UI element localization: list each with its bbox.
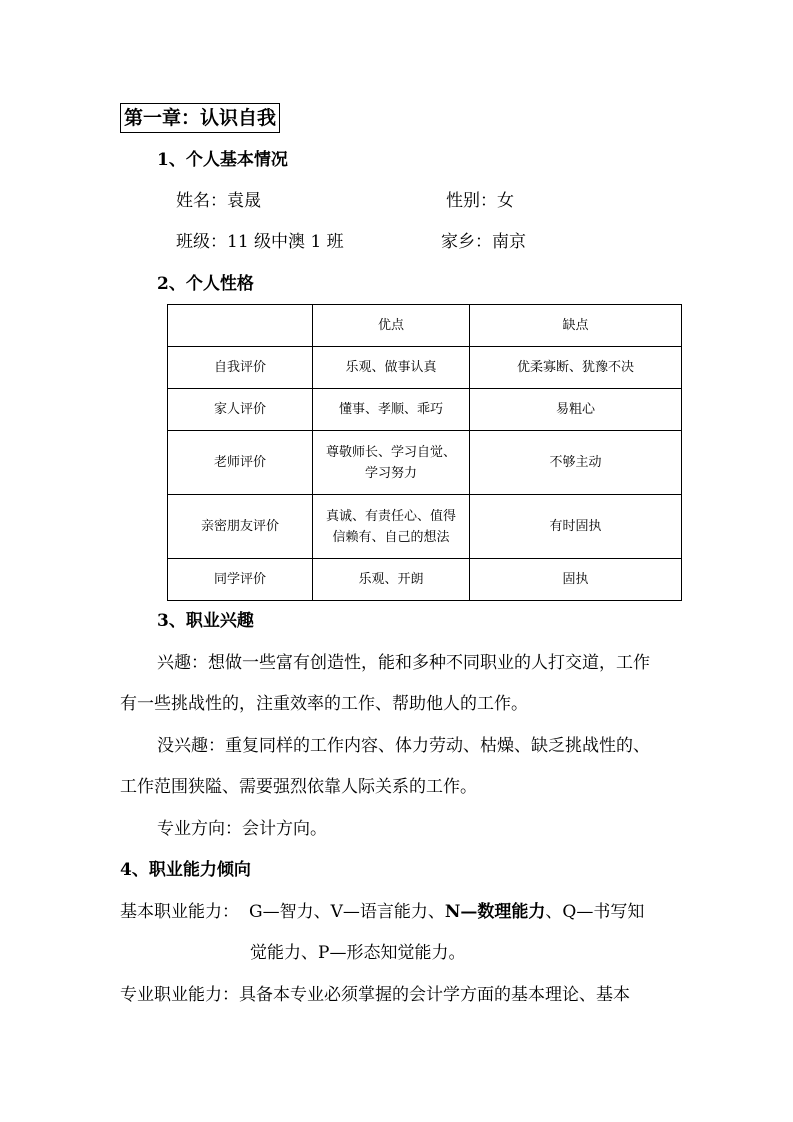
basic-ability-line-2: 觉能力、P—形态知觉能力。 [250, 943, 466, 963]
table-cell: 真诚、有责任心、值得信赖有、自己的想法 [313, 495, 470, 559]
section1-heading: 1、个人基本情况 [157, 150, 288, 170]
gender-value: 女 [497, 191, 514, 211]
table-header-row [168, 305, 682, 347]
basic-ability-part2: 、Q—书写知 [545, 902, 645, 922]
table-row [168, 347, 682, 389]
table-cell: 懂事、孝顺、乖巧 [313, 389, 470, 431]
table-cell: 自我评价 [168, 347, 313, 389]
table-header-cell: 缺点 [470, 305, 682, 347]
gender-label: 性别： [446, 191, 497, 211]
class-value: 11 级中澳 1 班 [227, 232, 344, 252]
table-cell: 固执 [470, 559, 682, 601]
hometown-value: 南京 [492, 232, 526, 252]
basic-ability-part1: G—智力、V—语言能力、 [249, 902, 445, 922]
personality-table [167, 304, 682, 601]
class-row [176, 230, 344, 254]
hometown-label: 家乡： [441, 232, 492, 252]
major-direction: 专业方向：会计方向。 [157, 819, 327, 839]
table-row [168, 431, 682, 495]
table-cell: 亲密朋友评价 [168, 495, 313, 559]
basic-ability-line-1 [120, 900, 644, 924]
table-row [168, 495, 682, 559]
table-cell: 易粗心 [470, 389, 682, 431]
interest-line-2: 有一些挑战性的，注重效率的工作、帮助他人的工作。 [120, 694, 528, 714]
name-row [176, 189, 261, 213]
professional-ability-line: 专业职业能力：具备本专业必须掌握的会计学方面的基本理论、基本 [120, 985, 630, 1005]
table-cell: 不够主动 [470, 431, 682, 495]
table-cell: 乐观、做事认真 [313, 347, 470, 389]
table-row [168, 559, 682, 601]
table-cell: 有时固执 [470, 495, 682, 559]
table-row [168, 389, 682, 431]
section2-heading: 2、个人性格 [157, 274, 254, 294]
name-label: 姓名： [176, 191, 227, 211]
hometown-row [441, 230, 526, 254]
table-cell: 同学评价 [168, 559, 313, 601]
name-value: 袁晟 [227, 191, 261, 211]
section3-heading: 3、职业兴趣 [157, 611, 254, 631]
table-cell: 家人评价 [168, 389, 313, 431]
table-cell: 优柔寡断、犹豫不决 [470, 347, 682, 389]
chapter-title: 第一章：认识自我 [120, 103, 280, 133]
no-interest-line-2: 工作范围狭隘、需要强烈依靠人际关系的工作。 [120, 777, 477, 797]
section4-heading: 4、职业能力倾向 [120, 860, 251, 880]
table-cell: 乐观、开朗 [313, 559, 470, 601]
table-header-cell [168, 305, 313, 347]
class-label: 班级： [176, 232, 227, 252]
table-cell: 老师评价 [168, 431, 313, 495]
basic-ability-bold: N—数理能力 [444, 902, 546, 922]
basic-ability-label: 基本职业能力： [120, 902, 239, 922]
table-header-cell: 优点 [313, 305, 470, 347]
gender-row [446, 189, 514, 213]
table-cell: 尊敬师长、学习自觉、学习努力 [313, 431, 470, 495]
no-interest-line-1: 没兴趣：重复同样的工作内容、体力劳动、枯燥、缺乏挑战性的、 [157, 736, 650, 756]
interest-line-1: 兴趣：想做一些富有创造性，能和多种不同职业的人打交道，工作 [157, 653, 650, 673]
